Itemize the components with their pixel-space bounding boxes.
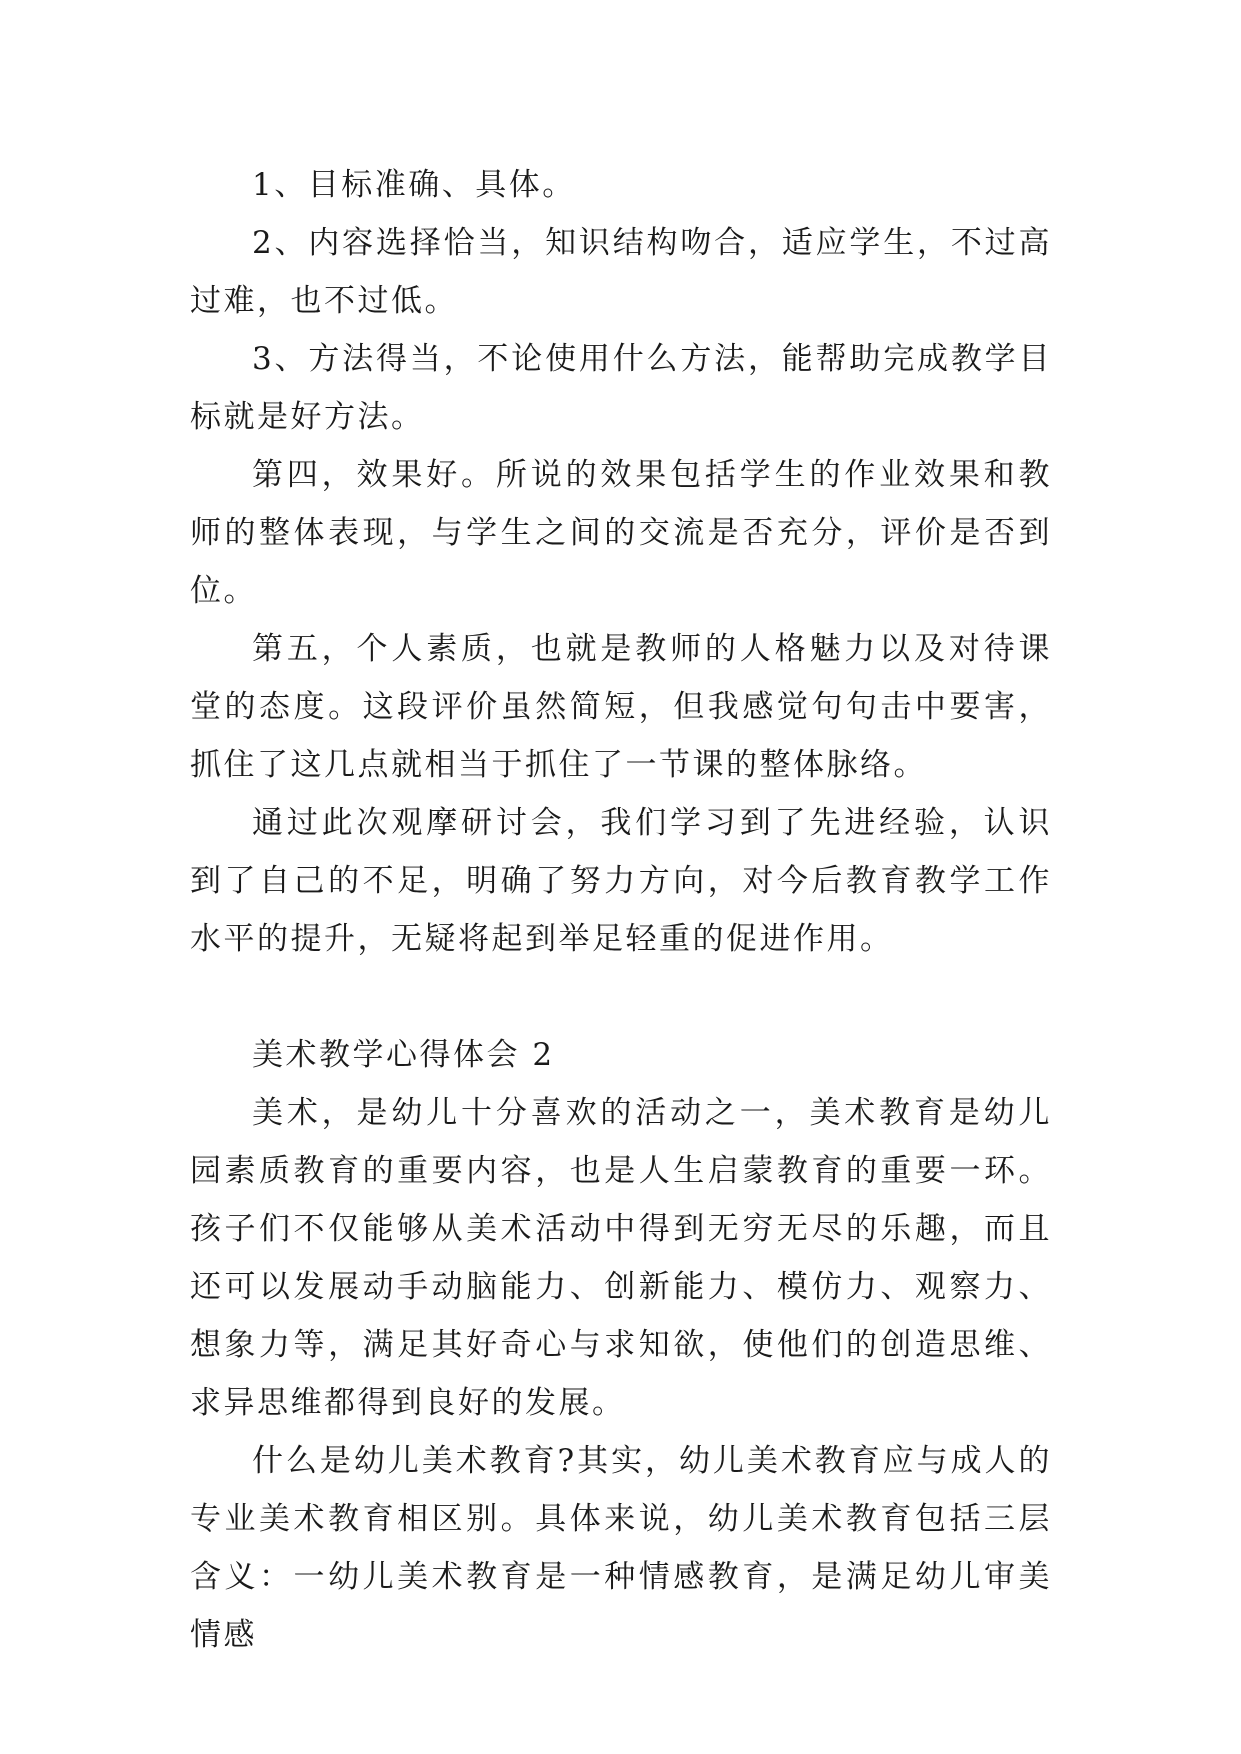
paragraph-content: 2、内容选择恰当，知识结构吻合，适应学生，不过高过难，也不过低。 — [190, 225, 1052, 319]
section-heading: 美术教学心得体会 2 — [252, 1037, 555, 1073]
section-spacer — [190, 968, 1052, 1026]
paragraph-art-definition: 什么是幼儿美术教育?其实，幼儿美术教育应与成人的专业美术教育相区别。具体来说，幼儿美术教育包括三层含义：一幼儿美术教育是一种情感教育，是满足幼儿审美情感 — [190, 1443, 1052, 1653]
paragraph-method: 3、方法得当，不论使用什么方法，能帮助完成教学目标就是好方法。 — [190, 341, 1052, 435]
paragraph-conclusion: 通过此次观摩研讨会，我们学习到了先进经验，认识到了自己的不足，明确了努力方向，对今后教育教学工作水平的提升，无疑将起到举足轻重的促进作用。 — [190, 805, 1052, 957]
paragraph-art-intro: 美术，是幼儿十分喜欢的活动之一，美术教育是幼儿园素质教育的重要内容，也是人生启蒙教育的重要一环。孩子们不仅能够从美术活动中得到无穷无尽的乐趣，而且还可以发展动手动脑能力、创新能力、模仿力、观察力、想象力等，满足其好奇心与求知欲，使他们的创造思维、求异思维都得到良好的发展。 — [190, 1095, 1052, 1421]
paragraph-goal: 1、目标准确、具体。 — [252, 167, 576, 203]
document-body — [190, 156, 1052, 1664]
paragraph-effect: 第四，效果好。所说的效果包括学生的作业效果和教师的整体表现，与学生之间的交流是否充分，评价是否到位。 — [190, 457, 1052, 609]
paragraph-personal-quality: 第五，个人素质，也就是教师的人格魅力以及对待课堂的态度。这段评价虽然简短，但我感觉句句击中要害，抓住了这几点就相当于抓住了一节课的整体脉络。 — [190, 631, 1052, 783]
